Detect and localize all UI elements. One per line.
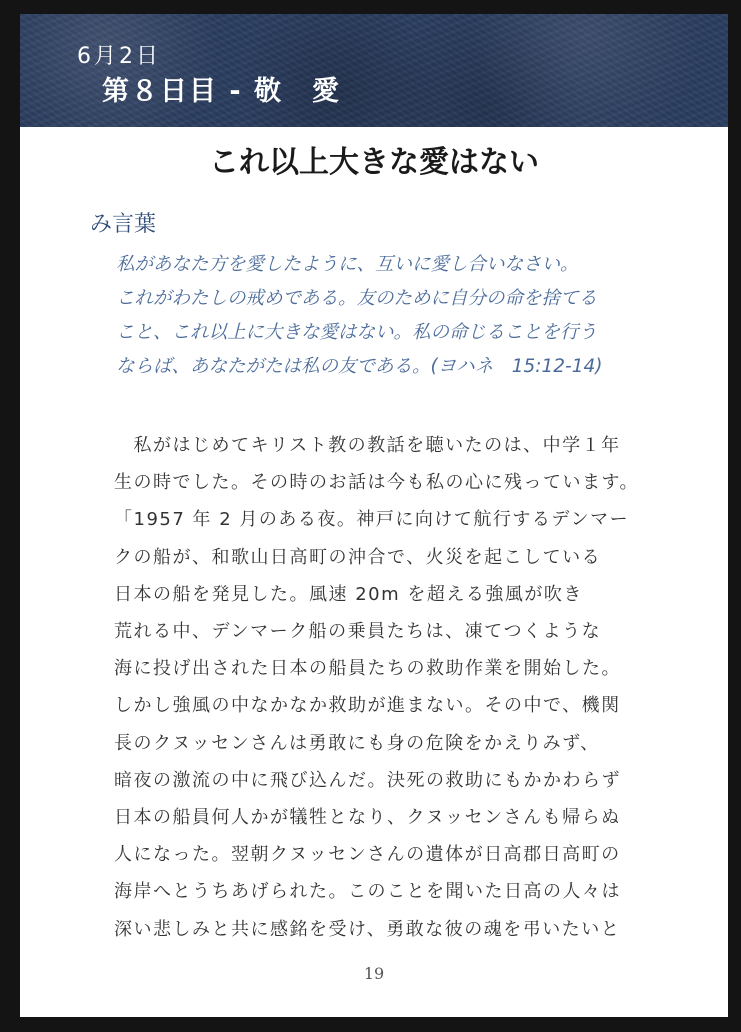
body-line: 海岸へとうちあげられた。このことを聞いた日高の人々は [114,881,621,903]
book-page [20,14,728,1017]
scripture-verse [116,248,656,384]
body-line: 日本の船員何人かが犠牲となり、クヌッセンさんも帰らぬ [114,807,621,829]
scripture-heading: み言葉 [90,212,157,237]
body-line: 生の時でした。その時のお話は今も私の心に残っています。 [114,472,640,494]
body-line: 「1957 年 2 月のある夜。神戸に向けて航行するデンマー [114,509,630,531]
page-title: これ以上大きな愛はない [209,145,539,180]
banner-day-theme: 第８日目 - 敬 愛 [102,76,342,107]
body-line: 海に投げ出された日本の船員たちの救助作業を開始した。 [114,658,621,680]
page-number: 19 [363,964,385,983]
body-text [114,427,714,948]
body-line: 人になった。翌朝クヌッセンさんの遺体が日高郡日高町の [114,844,621,866]
body-line: しかし強風の中なかなか救助が進まない。その中で、機関 [114,695,621,717]
body-line: 日本の船を発見した。風速 20m を超える強風が吹き [114,583,583,605]
body-line: 暗夜の激流の中に飛び込んだ。決死の救助にもかかわらず [114,769,621,791]
body-line: 長のクヌッセンさんは勇敢にも身の危険をかえりみず、 [114,732,600,754]
verse-line: こと、これ以上に大きな愛はない。私の命じることを行う [116,322,598,343]
body-line: 私がはじめてキリスト教の教話を聴いたのは、中学１年 [114,435,621,456]
banner-date: 6月2日 [77,44,161,69]
verse-line: 私があなた方を愛したように、互いに愛し合いなさい。 [116,254,579,275]
body-line: 深い悲しみと共に感銘を受け、勇敢な彼の魂を弔いたいと [114,918,621,940]
header-banner [20,14,728,127]
body-line: 荒れる中、デンマーク船の乗員たちは、凍てつくような [114,621,602,643]
body-line: クの船が、和歌山日高町の沖合で、火災を起こしている [114,546,602,568]
verse-line: これがわたしの戒めである。友のために自分の命を捨てる [116,288,598,309]
verse-line: ならば、あなたがたは私の友である。(ヨハネ 15:12-14) [116,356,603,377]
